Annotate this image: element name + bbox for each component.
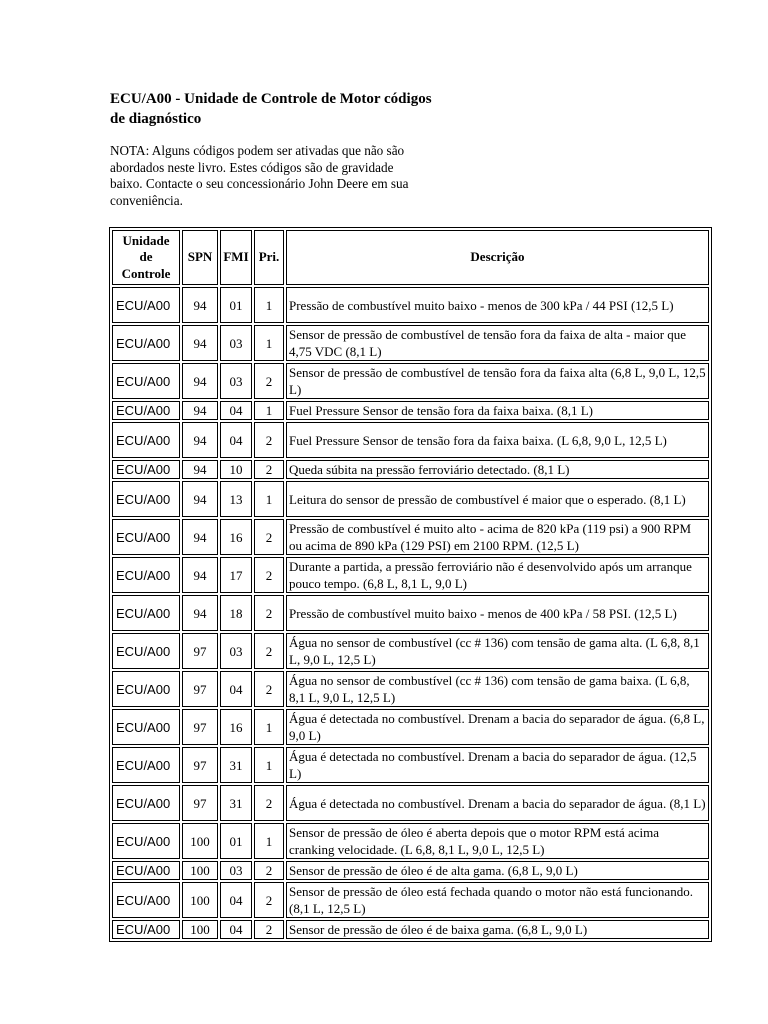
table-row [112,481,709,517]
cell-fmi: 31 [220,747,252,783]
cell-fmi: 04 [220,882,252,918]
cell-pri: 2 [254,920,284,939]
cell-description: Queda súbita na pressão ferroviário detectado. (8,1 L) [286,460,709,479]
cell-fmi: 13 [220,481,252,517]
table-row [112,882,709,918]
cell-spn: 100 [182,920,218,939]
cell-pri: 1 [254,747,284,783]
cell-spn: 94 [182,595,218,631]
cell-pri: 2 [254,422,284,458]
diagnostic-codes-table [109,227,712,942]
cell-spn: 97 [182,785,218,821]
cell-spn: 94 [182,422,218,458]
cell-unit: ECU/A00 [112,363,180,399]
table-row [112,363,709,399]
table-row [112,287,709,323]
table-row [112,823,709,859]
cell-unit: ECU/A00 [112,823,180,859]
cell-pri: 2 [254,460,284,479]
cell-spn: 97 [182,747,218,783]
cell-spn: 94 [182,325,218,361]
cell-pri: 1 [254,823,284,859]
table-row [112,519,709,555]
cell-fmi: 31 [220,785,252,821]
cell-pri: 2 [254,671,284,707]
cell-description: Água é detectada no combustível. Drenam a bacia do separador de água. (6,8 L, 9,0 L) [286,709,709,745]
cell-pri: 1 [254,325,284,361]
cell-unit: ECU/A00 [112,557,180,593]
cell-fmi: 04 [220,920,252,939]
cell-spn: 97 [182,709,218,745]
cell-unit: ECU/A00 [112,595,180,631]
cell-fmi: 01 [220,823,252,859]
cell-pri: 2 [254,861,284,880]
cell-spn: 94 [182,401,218,420]
cell-spn: 100 [182,861,218,880]
table-row [112,747,709,783]
cell-description: Pressão de combustível é muito alto - acima de 820 kPa (119 psi) a 900 RPM ou acima de 890 kPa (129 PSI) em 2100 RPM. (12,5 L) [286,519,709,555]
cell-fmi: 03 [220,861,252,880]
note-paragraph: NOTA: Alguns códigos podem ser ativadas que não são abordados neste livro. Estes códigos são de gravidade baixo. Contacte o seu concessionário John Deere em sua conveniência. [110,143,409,208]
cell-description: Sensor de pressão de óleo é de alta gama. (6,8 L, 9,0 L) [286,861,709,880]
cell-unit: ECU/A00 [112,325,180,361]
cell-pri: 1 [254,481,284,517]
cell-unit: ECU/A00 [112,882,180,918]
cell-fmi: 16 [220,519,252,555]
table-row [112,325,709,361]
table-body [112,287,709,939]
cell-description: Água é detectada no combustível. Drenam a bacia do separador de água. (12,5 L) [286,747,709,783]
header-description: Descrição [286,230,709,285]
cell-fmi: 18 [220,595,252,631]
cell-fmi: 04 [220,422,252,458]
cell-description: Água no sensor de combustível (cc # 136) com tensão de gama alta. (L 6,8, 8,1 L, 9,0 L, 12,5 L) [286,633,709,669]
cell-spn: 94 [182,557,218,593]
cell-pri: 2 [254,882,284,918]
cell-description: Sensor de pressão de óleo é aberta depois que o motor RPM está acima cranking velocidade. (L 6,8, 8,1 L, 9,0 L, 12,5 L) [286,823,709,859]
cell-pri: 2 [254,595,284,631]
cell-unit: ECU/A00 [112,422,180,458]
cell-spn: 94 [182,519,218,555]
table-row [112,671,709,707]
cell-pri: 2 [254,633,284,669]
table-row [112,460,709,479]
cell-unit: ECU/A00 [112,519,180,555]
cell-spn: 94 [182,287,218,323]
cell-unit: ECU/A00 [112,671,180,707]
cell-spn: 94 [182,481,218,517]
table-row [112,595,709,631]
table-row [112,861,709,880]
cell-fmi: 03 [220,325,252,361]
cell-fmi: 04 [220,401,252,420]
cell-pri: 2 [254,519,284,555]
table-row [112,422,709,458]
table-row [112,709,709,745]
cell-pri: 2 [254,363,284,399]
cell-pri: 1 [254,287,284,323]
cell-fmi: 03 [220,633,252,669]
header-unit: Unidade de Controle [112,230,180,285]
header-spn: SPN [182,230,218,285]
cell-fmi: 03 [220,363,252,399]
cell-unit: ECU/A00 [112,287,180,323]
header-pri: Pri. [254,230,284,285]
cell-description: Sensor de pressão de óleo é de baixa gama. (6,8 L, 9,0 L) [286,920,709,939]
cell-spn: 97 [182,633,218,669]
cell-unit: ECU/A00 [112,460,180,479]
cell-spn: 94 [182,460,218,479]
cell-description: Fuel Pressure Sensor de tensão fora da faixa baixa. (8,1 L) [286,401,709,420]
cell-pri: 2 [254,785,284,821]
cell-description: Sensor de pressão de combustível de tensão fora da faixa alta (6,8 L, 9,0 L, 12,5 L) [286,363,709,399]
cell-description: Leitura do sensor de pressão de combustível é maior que o esperado. (8,1 L) [286,481,709,517]
cell-unit: ECU/A00 [112,481,180,517]
cell-description: Água no sensor de combustível (cc # 136) com tensão de gama baixa. (L 6,8, 8,1 L, 9,0 L, 12,5 L) [286,671,709,707]
cell-spn: 94 [182,363,218,399]
cell-unit: ECU/A00 [112,633,180,669]
cell-fmi: 17 [220,557,252,593]
table-header-row [112,230,709,285]
table-row [112,785,709,821]
cell-description: Pressão de combustível muito baixo - menos de 300 kPa / 44 PSI (12,5 L) [286,287,709,323]
table-row [112,633,709,669]
header-fmi: FMI [220,230,252,285]
cell-spn: 97 [182,671,218,707]
table-row [112,401,709,420]
cell-unit: ECU/A00 [112,920,180,939]
cell-unit: ECU/A00 [112,785,180,821]
cell-description: Fuel Pressure Sensor de tensão fora da faixa baixa. (L 6,8, 9,0 L, 12,5 L) [286,422,709,458]
cell-spn: 100 [182,823,218,859]
document-title: ECU/A00 - Unidade de Controle de Motor códigos de diagnóstico [110,91,432,127]
cell-unit: ECU/A00 [112,709,180,745]
cell-spn: 100 [182,882,218,918]
cell-fmi: 01 [220,287,252,323]
cell-description: Durante a partida, a pressão ferroviário não é desenvolvido após um arranque pouco tempo. (6,8 L, 8,1 L, 9,0 L) [286,557,709,593]
cell-fmi: 16 [220,709,252,745]
cell-pri: 1 [254,709,284,745]
cell-fmi: 04 [220,671,252,707]
table-row [112,920,709,939]
cell-description: Água é detectada no combustível. Drenam a bacia do separador de água. (8,1 L) [286,785,709,821]
cell-description: Sensor de pressão de óleo está fechada quando o motor não está funcionando. (8,1 L, 12,5 L) [286,882,709,918]
cell-pri: 2 [254,557,284,593]
cell-unit: ECU/A00 [112,861,180,880]
cell-unit: ECU/A00 [112,747,180,783]
cell-pri: 1 [254,401,284,420]
cell-fmi: 10 [220,460,252,479]
cell-description: Sensor de pressão de combustível de tensão fora da faixa de alta - maior que 4,75 VDC (8,1 L) [286,325,709,361]
cell-unit: ECU/A00 [112,401,180,420]
cell-description: Pressão de combustível muito baixo - menos de 400 kPa / 58 PSI. (12,5 L) [286,595,709,631]
table-row [112,557,709,593]
